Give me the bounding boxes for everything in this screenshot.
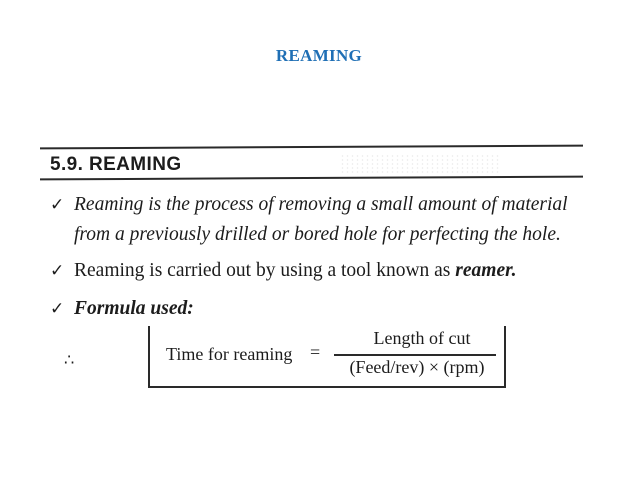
checkmark-icon: ✓ (50, 261, 65, 281)
formula-denominator: (Feed/rev) × (rpm) (349, 357, 485, 377)
fraction-bar (334, 354, 496, 356)
slide-title: REAMING (275, 46, 363, 65)
checkmark-icon: ✓ (50, 195, 65, 215)
scan-speckle (340, 154, 500, 174)
bullet-definition-line2: from a previously drilled or bored hole for perfecting the hole. (74, 224, 561, 245)
checkmark-icon: ✓ (50, 299, 65, 319)
bullet-tool-text: Reaming is carried out by using a tool known as (74, 260, 456, 281)
section-heading: 5.9. REAMING (50, 154, 182, 175)
bullet-definition (50, 194, 568, 216)
formula-equals: = (310, 342, 321, 362)
formula-numerator: Length of cut (373, 328, 471, 348)
bullet-tool-emphasis: reamer. (455, 260, 517, 281)
formula-lhs: Time for reaming (166, 344, 293, 364)
bullet-formula-text: Formula used: (74, 298, 194, 319)
scanned-textbook-excerpt (40, 132, 588, 394)
bottom-rule (40, 176, 583, 180)
bullet-definition-line1: Reaming is the process of removing a small amount of material (74, 194, 568, 215)
top-rule (40, 145, 583, 150)
bullet-tool (50, 260, 517, 282)
formula-box (148, 326, 506, 388)
therefore-symbol: ∴ (64, 350, 75, 369)
bullet-formula-heading (50, 298, 194, 320)
